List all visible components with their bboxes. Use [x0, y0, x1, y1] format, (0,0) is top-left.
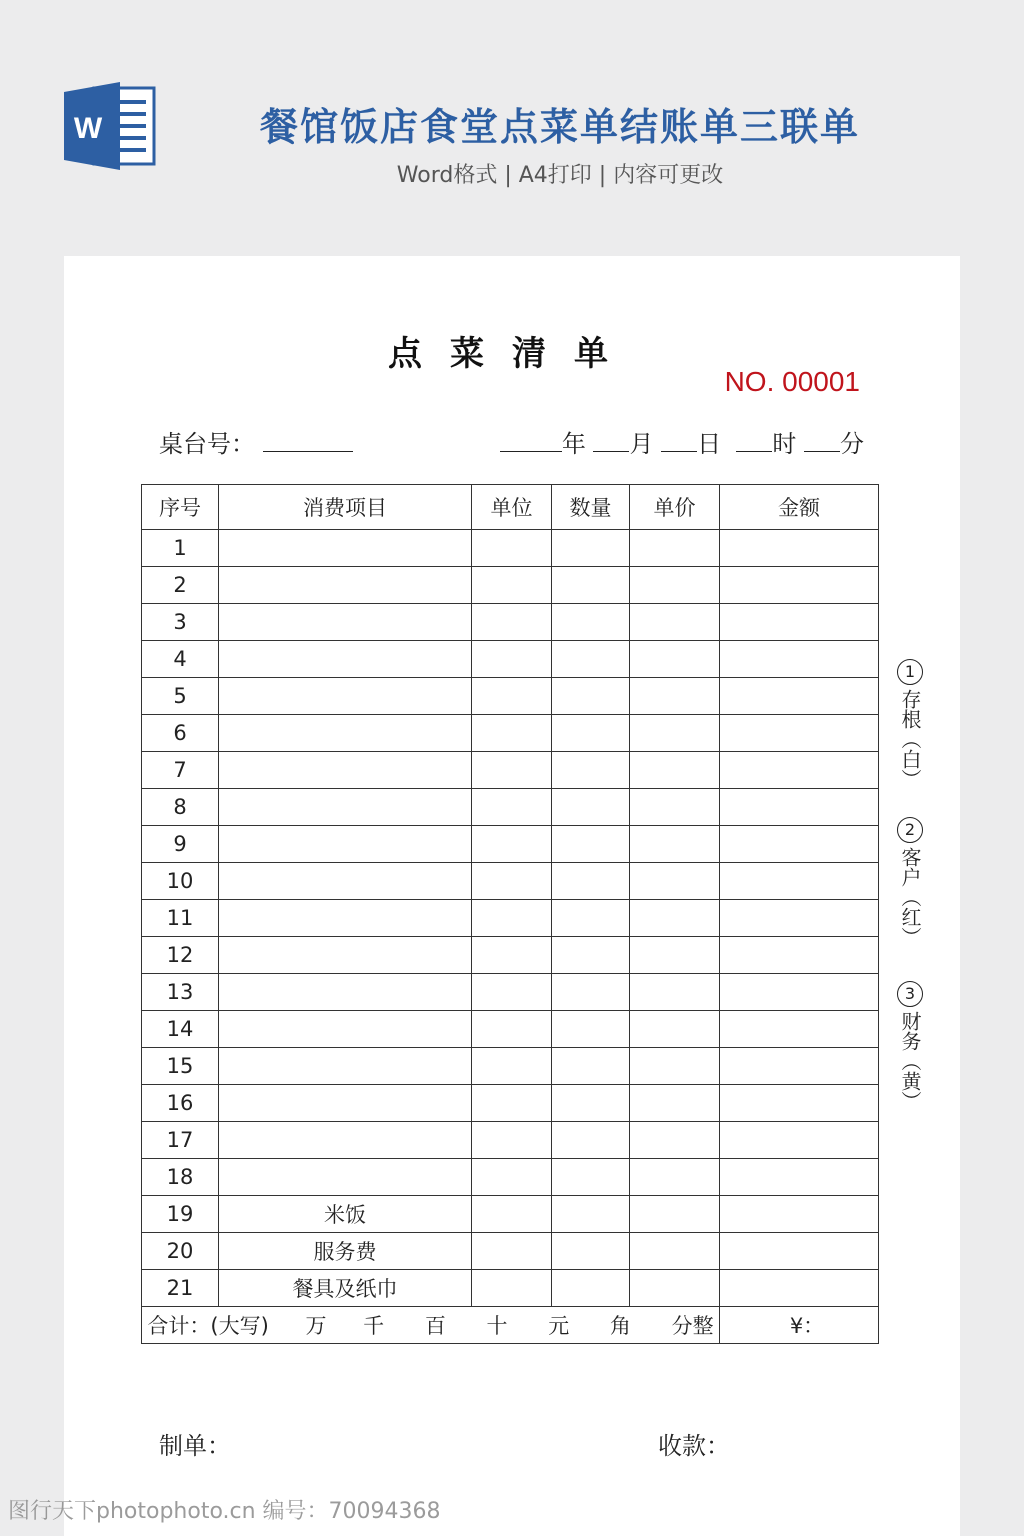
row-unit-cell[interactable] [472, 1048, 552, 1085]
row-price-cell[interactable] [630, 1159, 720, 1196]
table-row [142, 1048, 879, 1085]
row-item-cell[interactable] [219, 1159, 472, 1196]
row-number-cell: 7 [142, 752, 219, 789]
row-item-cell[interactable] [219, 1011, 472, 1048]
row-amount-cell[interactable] [720, 900, 879, 937]
row-unit-cell[interactable] [472, 937, 552, 974]
date-time-line [500, 424, 864, 459]
row-amount-cell[interactable] [720, 1270, 879, 1307]
row-quantity-cell[interactable] [552, 789, 630, 826]
copy-note-2 [890, 816, 930, 947]
row-amount-cell[interactable] [720, 530, 879, 567]
watermark-text: 图行天下photophoto.cn 编号：70094368 [8, 1499, 441, 1524]
made-by-label: 制单： [159, 1432, 231, 1460]
row-number-cell: 21 [142, 1270, 219, 1307]
row-quantity-cell[interactable] [552, 678, 630, 715]
row-number-cell: 5 [142, 678, 219, 715]
row-amount-cell[interactable] [720, 1122, 879, 1159]
table-row [142, 567, 879, 604]
table-row [142, 974, 879, 1011]
header-item: 消费项目 [219, 485, 472, 530]
row-unit-cell[interactable] [472, 1270, 552, 1307]
row-number-cell: 10 [142, 863, 219, 900]
row-unit-cell[interactable] [472, 530, 552, 567]
row-item-cell[interactable] [219, 530, 472, 567]
row-amount-cell[interactable] [720, 567, 879, 604]
order-table [141, 484, 879, 1344]
row-quantity-cell[interactable] [552, 1122, 630, 1159]
row-number-cell: 14 [142, 1011, 219, 1048]
header-amount: 金额 [720, 485, 879, 530]
copy-number: 1 [897, 659, 923, 685]
row-quantity-cell[interactable] [552, 1159, 630, 1196]
row-number-cell: 18 [142, 1159, 219, 1196]
row-number-cell: 12 [142, 937, 219, 974]
row-price-cell[interactable] [630, 604, 720, 641]
row-item-cell[interactable] [219, 900, 472, 937]
row-price-cell[interactable] [630, 937, 720, 974]
total-unit-bai: 百 [424, 1314, 446, 1338]
row-unit-cell[interactable] [472, 789, 552, 826]
table-number-label: 桌台号： [159, 430, 255, 458]
row-item-cell[interactable] [219, 937, 472, 974]
year-unit: 年 [561, 430, 586, 458]
row-number-cell: 19 [142, 1196, 219, 1233]
row-unit-cell[interactable] [472, 863, 552, 900]
row-amount-cell[interactable] [720, 1048, 879, 1085]
row-amount-cell[interactable] [720, 641, 879, 678]
table-row [142, 789, 879, 826]
row-amount-cell[interactable] [720, 1085, 879, 1122]
row-price-cell[interactable] [630, 1196, 720, 1233]
minute-blank[interactable] [804, 429, 840, 452]
row-number-cell: 1 [142, 530, 219, 567]
row-quantity-cell[interactable] [552, 1270, 630, 1307]
table-row [142, 530, 879, 567]
table-row [142, 1233, 879, 1270]
document-title: 点菜清单 [388, 334, 636, 374]
row-price-cell[interactable] [630, 752, 720, 789]
row-unit-cell[interactable] [472, 1159, 552, 1196]
row-quantity-cell[interactable] [552, 1011, 630, 1048]
minute-unit: 分 [840, 430, 864, 458]
row-quantity-cell[interactable] [552, 900, 630, 937]
table-row [142, 715, 879, 752]
row-item-cell[interactable] [219, 604, 472, 641]
row-item-cell[interactable] [219, 678, 472, 715]
header-no: 序号 [142, 485, 219, 530]
copy-label: 财务（黄） [898, 1011, 922, 1111]
row-unit-cell[interactable] [472, 1233, 552, 1270]
total-row [142, 1307, 879, 1344]
row-amount-cell[interactable] [720, 752, 879, 789]
copy-note-3 [890, 980, 930, 1111]
month-blank[interactable] [593, 429, 629, 452]
row-item-cell[interactable] [219, 752, 472, 789]
row-amount-cell[interactable] [720, 974, 879, 1011]
table-row [142, 678, 879, 715]
row-unit-cell[interactable] [472, 567, 552, 604]
copy-label: 客户（红） [898, 847, 922, 947]
row-price-cell[interactable] [630, 567, 720, 604]
total-capital-cell[interactable] [142, 1307, 720, 1344]
row-price-cell[interactable] [630, 715, 720, 752]
row-amount-cell[interactable] [720, 789, 879, 826]
row-price-cell[interactable] [630, 641, 720, 678]
row-number-cell: 3 [142, 604, 219, 641]
svg-text:W: W [73, 112, 103, 145]
total-unit-shi: 十 [486, 1314, 508, 1338]
total-unit-wan: 万 [305, 1314, 327, 1338]
row-unit-cell[interactable] [472, 1085, 552, 1122]
row-quantity-cell[interactable] [552, 863, 630, 900]
header-price: 单价 [630, 485, 720, 530]
row-amount-cell[interactable] [720, 826, 879, 863]
row-item-cell[interactable] [219, 826, 472, 863]
row-price-cell[interactable] [630, 900, 720, 937]
copy-number: 2 [897, 817, 923, 843]
row-quantity-cell[interactable] [552, 974, 630, 1011]
row-price-cell[interactable] [630, 1011, 720, 1048]
row-item-cell[interactable] [219, 1085, 472, 1122]
order-sheet [64, 256, 960, 1536]
row-item-cell[interactable] [219, 1048, 472, 1085]
table-row [142, 1011, 879, 1048]
row-price-cell[interactable] [630, 974, 720, 1011]
row-quantity-cell[interactable] [552, 1085, 630, 1122]
row-price-cell[interactable] [630, 1270, 720, 1307]
row-price-cell[interactable] [630, 1085, 720, 1122]
row-amount-cell[interactable] [720, 937, 879, 974]
row-item-cell[interactable] [219, 715, 472, 752]
row-item-cell[interactable]: 服务费 [219, 1233, 472, 1270]
table-row [142, 826, 879, 863]
row-price-cell[interactable] [630, 863, 720, 900]
row-number-cell: 4 [142, 641, 219, 678]
row-quantity-cell[interactable] [552, 530, 630, 567]
total-unit-yuan: 元 [548, 1314, 570, 1338]
table-header-row [142, 485, 879, 530]
total-unit-qian: 千 [363, 1314, 385, 1338]
row-number-cell: 20 [142, 1233, 219, 1270]
table-row [142, 1270, 879, 1307]
row-price-cell[interactable] [630, 678, 720, 715]
row-number-cell: 13 [142, 974, 219, 1011]
row-quantity-cell[interactable] [552, 937, 630, 974]
row-number-cell: 11 [142, 900, 219, 937]
row-number-cell: 16 [142, 1085, 219, 1122]
copy-note-1 [890, 658, 930, 789]
row-price-cell[interactable] [630, 826, 720, 863]
row-item-cell[interactable] [219, 1122, 472, 1159]
row-number-cell: 6 [142, 715, 219, 752]
header-unit: 单位 [472, 485, 552, 530]
table-number-blank[interactable] [263, 429, 353, 452]
row-price-cell[interactable] [630, 1233, 720, 1270]
row-quantity-cell[interactable] [552, 1233, 630, 1270]
table-row [142, 1085, 879, 1122]
row-unit-cell[interactable] [472, 900, 552, 937]
month-unit: 月 [629, 430, 654, 458]
row-quantity-cell[interactable] [552, 1196, 630, 1233]
row-number-cell: 8 [142, 789, 219, 826]
row-unit-cell[interactable] [472, 826, 552, 863]
hour-blank[interactable] [736, 429, 772, 452]
row-amount-cell[interactable] [720, 604, 879, 641]
table-row [142, 1196, 879, 1233]
row-unit-cell[interactable] [472, 974, 552, 1011]
cashier-label: 收款： [658, 1432, 730, 1460]
copy-label: 存根（白） [898, 689, 922, 789]
row-unit-cell[interactable] [472, 1122, 552, 1159]
row-quantity-cell[interactable] [552, 715, 630, 752]
table-number-field[interactable] [159, 424, 353, 459]
row-price-cell[interactable] [630, 530, 720, 567]
row-unit-cell[interactable] [472, 752, 552, 789]
table-row [142, 604, 879, 641]
total-unit-fen: 分整 [671, 1314, 714, 1338]
table-row [142, 900, 879, 937]
copy-number: 3 [897, 981, 923, 1007]
word-document-icon [64, 80, 156, 172]
row-amount-cell[interactable] [720, 1159, 879, 1196]
table-row [142, 752, 879, 789]
row-item-cell[interactable] [219, 974, 472, 1011]
table-row [142, 1159, 879, 1196]
row-quantity-cell[interactable] [552, 567, 630, 604]
table-row [142, 641, 879, 678]
table-row [142, 863, 879, 900]
row-quantity-cell[interactable] [552, 641, 630, 678]
row-quantity-cell[interactable] [552, 1048, 630, 1085]
day-blank[interactable] [661, 429, 697, 452]
row-item-cell[interactable] [219, 567, 472, 604]
total-currency-cell[interactable] [720, 1307, 879, 1344]
row-unit-cell[interactable] [472, 678, 552, 715]
row-item-cell[interactable] [219, 863, 472, 900]
row-unit-cell[interactable] [472, 715, 552, 752]
currency-label: ¥： [789, 1314, 825, 1338]
row-quantity-cell[interactable] [552, 752, 630, 789]
banner-subtitle: Word格式 | A4打印 | 内容可更改 [396, 163, 724, 188]
header-quantity: 数量 [552, 485, 630, 530]
row-number-cell: 17 [142, 1122, 219, 1159]
row-number-cell: 15 [142, 1048, 219, 1085]
banner-title: 餐馆饭店食堂点菜单结账单三联单 [259, 105, 860, 149]
row-quantity-cell[interactable] [552, 604, 630, 641]
table-row [142, 937, 879, 974]
row-price-cell[interactable] [630, 789, 720, 826]
row-item-cell[interactable] [219, 789, 472, 826]
row-amount-cell[interactable] [720, 1196, 879, 1233]
row-amount-cell[interactable] [720, 863, 879, 900]
row-unit-cell[interactable] [472, 641, 552, 678]
total-label: 合计：(大写) [147, 1314, 269, 1338]
row-amount-cell[interactable] [720, 678, 879, 715]
table-row [142, 1122, 879, 1159]
row-quantity-cell[interactable] [552, 826, 630, 863]
row-item-cell[interactable]: 米饭 [219, 1196, 472, 1233]
row-amount-cell[interactable] [720, 715, 879, 752]
row-price-cell[interactable] [630, 1122, 720, 1159]
row-amount-cell[interactable] [720, 1233, 879, 1270]
row-number-cell: 2 [142, 567, 219, 604]
row-item-cell[interactable] [219, 641, 472, 678]
row-unit-cell[interactable] [472, 604, 552, 641]
row-price-cell[interactable] [630, 1048, 720, 1085]
total-unit-jiao: 角 [609, 1314, 631, 1338]
day-unit: 日 [697, 430, 722, 458]
row-number-cell: 9 [142, 826, 219, 863]
hour-unit: 时 [772, 430, 797, 458]
row-unit-cell[interactable] [472, 1196, 552, 1233]
row-amount-cell[interactable] [720, 1011, 879, 1048]
year-blank[interactable] [500, 429, 562, 452]
row-item-cell[interactable]: 餐具及纸巾 [219, 1270, 472, 1307]
document-number: NO. 00001 [724, 366, 860, 397]
row-unit-cell[interactable] [472, 1011, 552, 1048]
